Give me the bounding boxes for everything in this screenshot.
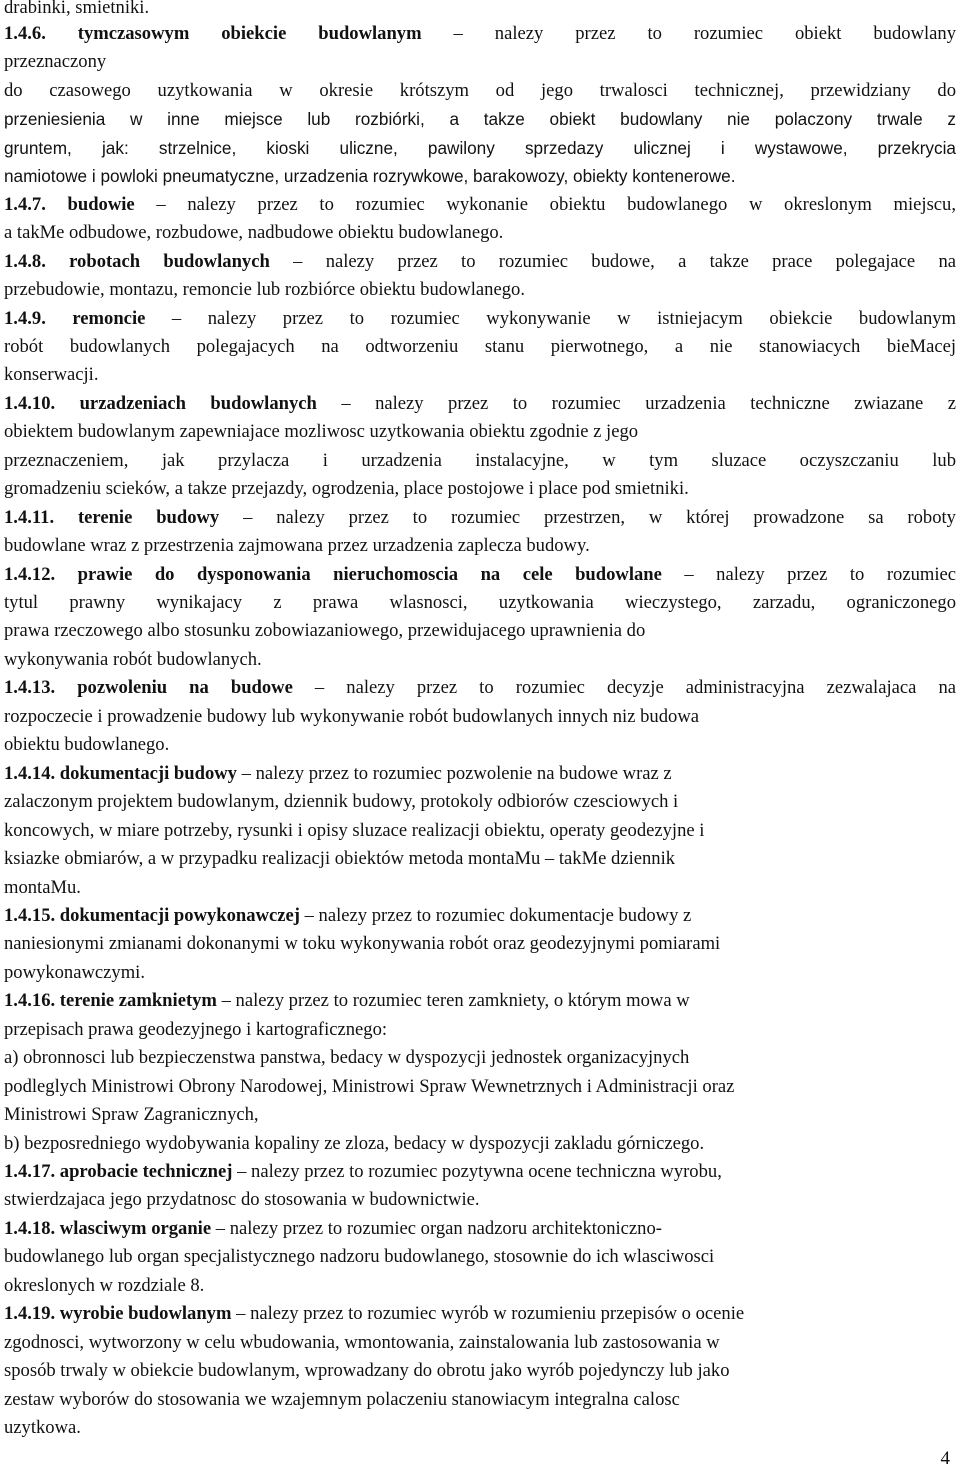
line-text: uzytkowa. — [4, 1417, 81, 1439]
text-line — [4, 276, 956, 304]
text-line — [4, 1386, 956, 1414]
text-line — [4, 1414, 956, 1442]
text-line — [4, 817, 956, 845]
text-line — [4, 191, 956, 219]
line-text: a) obronnosci lub bezpieczenstwa panstwa, bedacy w dyspozycji jednostek organizacyjnych — [4, 1047, 690, 1069]
section-number: 1.4.16. — [4, 990, 60, 1012]
text-line — [4, 447, 956, 475]
line-text: – nalezy przez to rozumiec wykonanie obiektu budowlanego w okreslonym miejscu, — [134, 193, 956, 215]
section-number: 1.4.19. — [4, 1303, 60, 1325]
line-text: tytul prawny wynikajacy z prawa wlasnosci, uzytkowania wieczystego, zarzadu, ograniczonego — [4, 592, 956, 613]
line-text: – nalezy przez to rozumiec dokumentacje budowy z — [299, 904, 692, 926]
line-text: budowlane wraz z przestrzenia zajmowana przez urzadzenia zaplecza budowy. — [4, 535, 590, 557]
text-line — [4, 788, 956, 816]
text-line — [4, 1215, 956, 1243]
line-text: – nalezy przez to rozumiec pozytywna ocene techniczna wyrobu, — [232, 1161, 722, 1182]
text-line — [4, 532, 956, 560]
defined-term: budowie — [67, 193, 135, 215]
defined-term: remoncie — [72, 307, 146, 329]
text-line — [4, 1101, 956, 1129]
text-line — [4, 333, 956, 361]
text-line — [4, 1243, 956, 1271]
text-line — [4, 617, 956, 645]
line-text: ksiazke obmiarów, a w przypadku realizacji obiektów metoda montaMu – takMe dziennik — [4, 848, 676, 870]
line-text: montaMu. — [4, 876, 81, 898]
line-text: a takMe odbudowe, rozbudowe, nadbudowe obiektu budowlanego. — [4, 222, 504, 244]
line-text: budowlanego lub organ specjalistycznego nadzoru budowlanego, stosownie do ich wlasciwosci — [4, 1246, 715, 1268]
line-text: gromadzeniu scieków, a takze przejazdy, ogrodzenia, place postojowe i place pod smietniki. — [4, 478, 689, 500]
line-text: sposób trwaly w obiekcie budowlanym, wprowadzany do obrotu jako wyrób pojedynczy lub jako — [4, 1360, 730, 1382]
text-line — [4, 731, 956, 759]
text-line — [4, 930, 956, 958]
section-number: 1.4.11. — [4, 506, 78, 528]
text-line — [4, 162, 956, 190]
line-text: zestaw wyborów do stosowania we wzajemnym polaczeniu stanowiacym integralna calosc — [4, 1388, 680, 1410]
text-line — [4, 77, 956, 105]
text-line — [4, 1186, 956, 1214]
line-text: zgodnosci, wytworzony w celu wbudowania, wmontowania, zainstalowania lub zastosowania w — [4, 1331, 720, 1353]
text-line — [4, 1073, 956, 1101]
line-text: – nalezy przez to rozumiec — [661, 563, 956, 585]
text-line — [4, 589, 956, 617]
line-text: przepisach prawa geodezyjnego i kartograficznego: — [4, 1018, 388, 1040]
line-text: wykonywania robót budowlanych. — [4, 648, 262, 670]
defined-term: terenie budowy — [77, 506, 220, 528]
text-line — [4, 561, 956, 589]
line-text: powykonawczymi. — [4, 961, 145, 983]
line-text: koncowych, w miare potrzeby, rysunki i opisy sluzace realizacji obiektu, operaty geodezyjne i — [4, 819, 705, 841]
line-text: przeznaczony — [4, 51, 107, 73]
line-text: rozpoczecie i prowadzenie budowy lub wykonywanie robót budowlanych innych niz budowa — [4, 705, 699, 727]
text-line — [4, 902, 956, 930]
text-line — [4, 646, 956, 674]
line-text: – nalezy przez to rozumiec organ nadzoru architektoniczno- — [211, 1217, 662, 1239]
line-text: – nalezy przez to rozumiec teren zamkniety, o którym mowa w — [216, 990, 690, 1012]
line-text: do czasowego uzytkowania w okresie krótszym od jego trwalosci technicznej, przewidziany do — [4, 79, 956, 101]
line-text: – nalezy przez to rozumiec urzadzenia techniczne zwiazane z — [316, 392, 956, 414]
text-line — [4, 703, 956, 731]
line-text: – nalezy przez to rozumiec decyzje administracyjna zezwalajaca na — [292, 677, 956, 699]
defined-term: robotach budowlanych — [69, 250, 270, 272]
defined-term: tymczasowym obiekcie budowlanym — [77, 23, 422, 44]
text-line — [4, 361, 956, 389]
line-text: przeznaczeniem, jak przylacza i urzadzenia instalacyjne, w tym sluzace oczyszczaniu lub — [4, 449, 956, 471]
line-text: robót budowlanych polegajacych na odtworzeniu stanu pierwotnego, a nie stanowiacych bieMacej — [4, 335, 956, 357]
page-number: 4 — [940, 1448, 950, 1469]
line-text: – nalezy przez to rozumiec obiekt budowlany — [421, 23, 957, 44]
line-text: – nalezy przez to rozumiec pozwolenie na budowe wraz z — [236, 762, 672, 784]
section-number: 1.4.15. — [4, 904, 60, 926]
line-text: – nalezy przez to rozumiec budowe, a takze prace polegajace na — [269, 250, 957, 272]
defined-term: wyrobie budowlanym — [59, 1303, 232, 1325]
text-line — [4, 1130, 956, 1158]
line-text: obiektem budowlanym zapewniajace mozliwosc uzytkowania obiektu zgodnie z jego — [4, 421, 639, 443]
text-line — [4, 1158, 956, 1186]
line-text: – nalezy przez to rozumiec przestrzen, w której prowadzone sa roboty — [219, 506, 956, 528]
line-text: Ministrowi Spraw Zagranicznych, — [4, 1104, 259, 1126]
defined-term: urzadzeniach budowlanych — [79, 392, 317, 414]
defined-term: pozwoleniu na budowe — [77, 677, 293, 699]
text-line — [4, 504, 956, 532]
text-line — [4, 674, 956, 702]
section-number: 1.4.18. — [4, 1217, 60, 1239]
line-text: b) bezposredniego wydobywania kopaliny ze zloza, bedacy w dyspozycji zakladu górniczego. — [4, 1132, 705, 1154]
line-text: – nalezy przez to rozumiec wyrób w rozumieniu przepisów o ocenie — [231, 1303, 745, 1325]
defined-term: dokumentacji budowy — [59, 762, 237, 784]
text-line — [4, 1272, 956, 1300]
section-number: 1.4.9. — [4, 307, 73, 329]
section-number: 1.4.8. — [4, 250, 70, 272]
line-text: prawa rzeczowego albo stosunku zobowiazaniowego, przewidujacego uprawnienia do — [4, 620, 646, 642]
text-line — [4, 20, 956, 48]
line-text: gruntem, jak: strzelnice, kioski uliczne, pawilony sprzedazy ulicznej i wystawowe, przekrycia — [4, 137, 956, 158]
section-number: 1.4.13. — [4, 677, 78, 699]
section-number: 1.4.6. — [4, 23, 78, 44]
line-text: drabinki, smietniki. — [4, 0, 150, 18]
text-line — [4, 760, 956, 788]
text-line — [4, 845, 956, 873]
text-line — [4, 418, 956, 446]
line-text: podleglych Ministrowi Obrony Narodowej, Ministrowi Spraw Wewnetrznych i Administracji oraz — [4, 1075, 735, 1097]
line-text: zalaczonym projektem budowlanym, dziennik budowy, protokoly odbiorów czesciowych i — [4, 791, 679, 813]
line-text: przebudowie, montazu, remoncie lub rozbiórce obiektu budowlanego. — [4, 279, 525, 301]
section-number: 1.4.12. — [4, 563, 78, 585]
line-text: – nalezy przez to rozumiec wykonywanie w istniejacym obiekcie budowlanym — [145, 307, 956, 329]
text-line — [4, 105, 956, 133]
text-line — [4, 248, 956, 276]
text-line — [4, 1357, 956, 1385]
defined-term: dokumentacji powykonawczej — [59, 904, 300, 926]
text-line — [4, 1329, 956, 1357]
line-text: naniesionymi zmianami dokonanymi w toku wykonywania robót oraz geodezyjnymi pomiarami — [4, 933, 721, 955]
defined-term: wlasciwym organie — [59, 1217, 212, 1239]
line-text: okreslonych w rozdziale 8. — [4, 1274, 205, 1296]
text-line — [4, 959, 956, 987]
defined-term: terenie zamknietym — [59, 990, 217, 1012]
text-line — [4, 134, 956, 162]
text-line — [4, 1300, 956, 1328]
section-number: 1.4.10. — [4, 392, 80, 414]
text-line — [4, 1044, 956, 1072]
text-line — [4, 1016, 956, 1044]
section-number: 1.4.17. — [4, 1161, 60, 1182]
text-line — [4, 874, 956, 902]
section-number: 1.4.7. — [4, 193, 68, 215]
line-text: obiektu budowlanego. — [4, 734, 170, 756]
defined-term: prawie do dysponowania nieruchomoscia na cele budowlane — [77, 563, 662, 585]
defined-term: aprobacie technicznej — [59, 1161, 233, 1182]
text-line — [4, 475, 956, 503]
section-number: 1.4.14. — [4, 762, 60, 784]
text-line — [4, 987, 956, 1015]
text-line — [4, 0, 956, 22]
text-line — [4, 305, 956, 333]
line-text: przeniesienia w inne miejsce lub rozbiórki, a takze obiekt budowlany nie polaczony trwale z — [4, 109, 956, 130]
line-text: stwierdzajaca jego przydatnosc do stosowania w budownictwie. — [4, 1189, 480, 1211]
text-line — [4, 219, 956, 247]
line-text: namiotowe i powloki pneumatyczne, urzadzenia rozrywkowe, barakowozy, obiekty kontenerowe. — [4, 166, 736, 187]
line-text: konserwacji. — [4, 364, 99, 386]
text-line — [4, 48, 956, 76]
text-line — [4, 390, 956, 418]
